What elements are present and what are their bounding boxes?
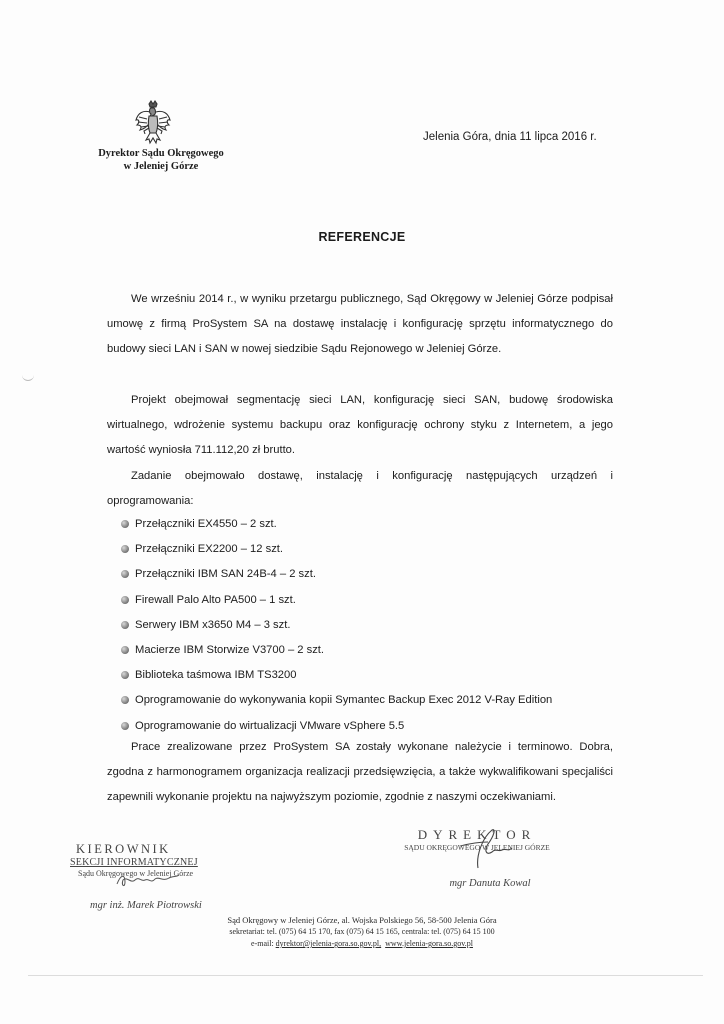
footer-address: Sąd Okręgowy w Jeleniej Górze, al. Wojska Polskiego 56, 58-500 Jelenia Góra bbox=[227, 915, 497, 925]
bullet-icon bbox=[121, 722, 129, 730]
stamp-left-name: mgr inż. Marek Piotrowski bbox=[90, 900, 202, 911]
list-item-text: Oprogramowanie do wykonywania kopii Symantec Backup Exec 2012 V-Ray Edition bbox=[135, 694, 553, 707]
stamp-right-title: DYREKTOR bbox=[417, 827, 537, 842]
footer-email-link[interactable]: dyrektor@jelenia-gora.so.gov.pl, bbox=[275, 939, 382, 948]
issuer-line-2: w Jeleniej Górze bbox=[123, 161, 199, 172]
list-item-text: Serwery IBM x3650 M4 – 3 szt. bbox=[135, 618, 291, 631]
bullet-icon bbox=[121, 621, 129, 629]
bullet-icon bbox=[121, 696, 129, 704]
list-item-text: Biblioteka taśmowa IBM TS3200 bbox=[135, 669, 297, 682]
paragraph-4-text: Prace zrealizowane przez ProSystem SA zostały wykonane należycie i terminowo. Dobra, zgodna z harmonogramem organizacja realizacji przedsięwzięcia, a także wykwalifikowani specjaliści zapewnili wykonanie projektu na najwyższym poziomie, zgodnie z naszymi oczekiwaniami. bbox=[107, 741, 613, 803]
equipment-list bbox=[121, 512, 621, 739]
place-date: Jelenia Góra, dnia 11 lipca 2016 r. bbox=[423, 131, 597, 143]
footer-contact bbox=[0, 938, 724, 950]
list-item bbox=[121, 663, 621, 688]
list-item-text: Przełączniki EX2200 – 12 szt. bbox=[135, 543, 283, 556]
footer bbox=[0, 914, 724, 950]
scan-edge-line bbox=[28, 975, 703, 976]
list-item bbox=[121, 638, 621, 663]
stamp-right-name: mgr Danuta Kowal bbox=[449, 878, 531, 889]
list-item bbox=[121, 512, 621, 537]
bullet-icon bbox=[121, 545, 129, 553]
stamp-left-court: Sądu Okręgowego w Jeleniej Górze bbox=[78, 869, 194, 878]
signature-right-icon bbox=[448, 826, 518, 870]
paragraph-1 bbox=[107, 287, 613, 362]
paragraph-2-text: Projekt obejmował segmentację sieci LAN, konfigurację sieci SAN, budowę środowiska wirtualnego, wdrożenie systemu backupu oraz konfigurację ochrony styku z Internetem, a jego wartość wyniosła 711.112,20 zł brutto. bbox=[107, 394, 613, 456]
bullet-icon bbox=[121, 671, 129, 679]
paragraph-1-text: We wrześniu 2014 r., w wyniku przetargu publicznego, Sąd Okręgowy w Jeleniej Górze podpisał umowę z firmą ProSystem SA na dostawę instalację i konfigurację sprzętu informatycznego do budowy sieci LAN i SAN w nowej siedzibie Sądu Rejonowego w Jeleniej Górze. bbox=[107, 293, 613, 355]
scan-margin-mark bbox=[22, 375, 34, 381]
issuer-block bbox=[86, 147, 236, 173]
list-item-text: Oprogramowanie do wirtualizacji VMware vSphere 5.5 bbox=[135, 719, 405, 732]
paragraph-4 bbox=[107, 735, 613, 810]
list-item-text: Macierze IBM Storwize V3700 – 2 szt. bbox=[135, 643, 325, 656]
list-item bbox=[121, 688, 621, 713]
bullet-icon bbox=[121, 570, 129, 578]
list-item-text: Przełączniki IBM SAN 24B-4 – 2 szt. bbox=[135, 568, 316, 581]
paragraph-3-text: Zadanie obejmowało dostawę, instalację i konfigurację następujących urządzeń i oprogramowania: bbox=[107, 470, 613, 507]
footer-email-label: e-mail: bbox=[251, 939, 274, 948]
footer-web-link[interactable]: www.jelenia-gora.so.gov.pl bbox=[385, 939, 473, 948]
list-item-text: Firewall Palo Alto PA500 – 1 szt. bbox=[135, 593, 296, 606]
eagle-emblem-icon bbox=[133, 100, 173, 146]
stamp-left-unit: SEKCJI INFORMATYCZNEJ bbox=[70, 857, 198, 868]
paragraph-2 bbox=[107, 388, 613, 463]
stamp-left-title: KIEROWNIK bbox=[76, 842, 171, 856]
document-title: REFERENCJE bbox=[318, 230, 406, 244]
issuer-line-1: Dyrektor Sądu Okręgowego bbox=[98, 148, 224, 159]
bullet-icon bbox=[121, 646, 129, 654]
list-item-text: Przełączniki EX4550 – 2 szt. bbox=[135, 518, 277, 530]
footer-phones: sekretariat: tel. (075) 64 15 170, fax (075) 64 15 165, centrala: tel. (075) 64 15 100 bbox=[229, 927, 495, 936]
list-item bbox=[121, 588, 621, 613]
stamp-right-court: SĄDU OKRĘGOWEGO W JELENIEJ GÓRZE bbox=[404, 843, 550, 852]
list-item bbox=[121, 613, 621, 638]
bullet-icon bbox=[121, 596, 129, 604]
list-item bbox=[121, 562, 621, 587]
paragraph-3 bbox=[107, 464, 613, 514]
list-item bbox=[121, 537, 621, 562]
signature-left-icon bbox=[113, 870, 183, 892]
bullet-icon bbox=[121, 520, 129, 528]
